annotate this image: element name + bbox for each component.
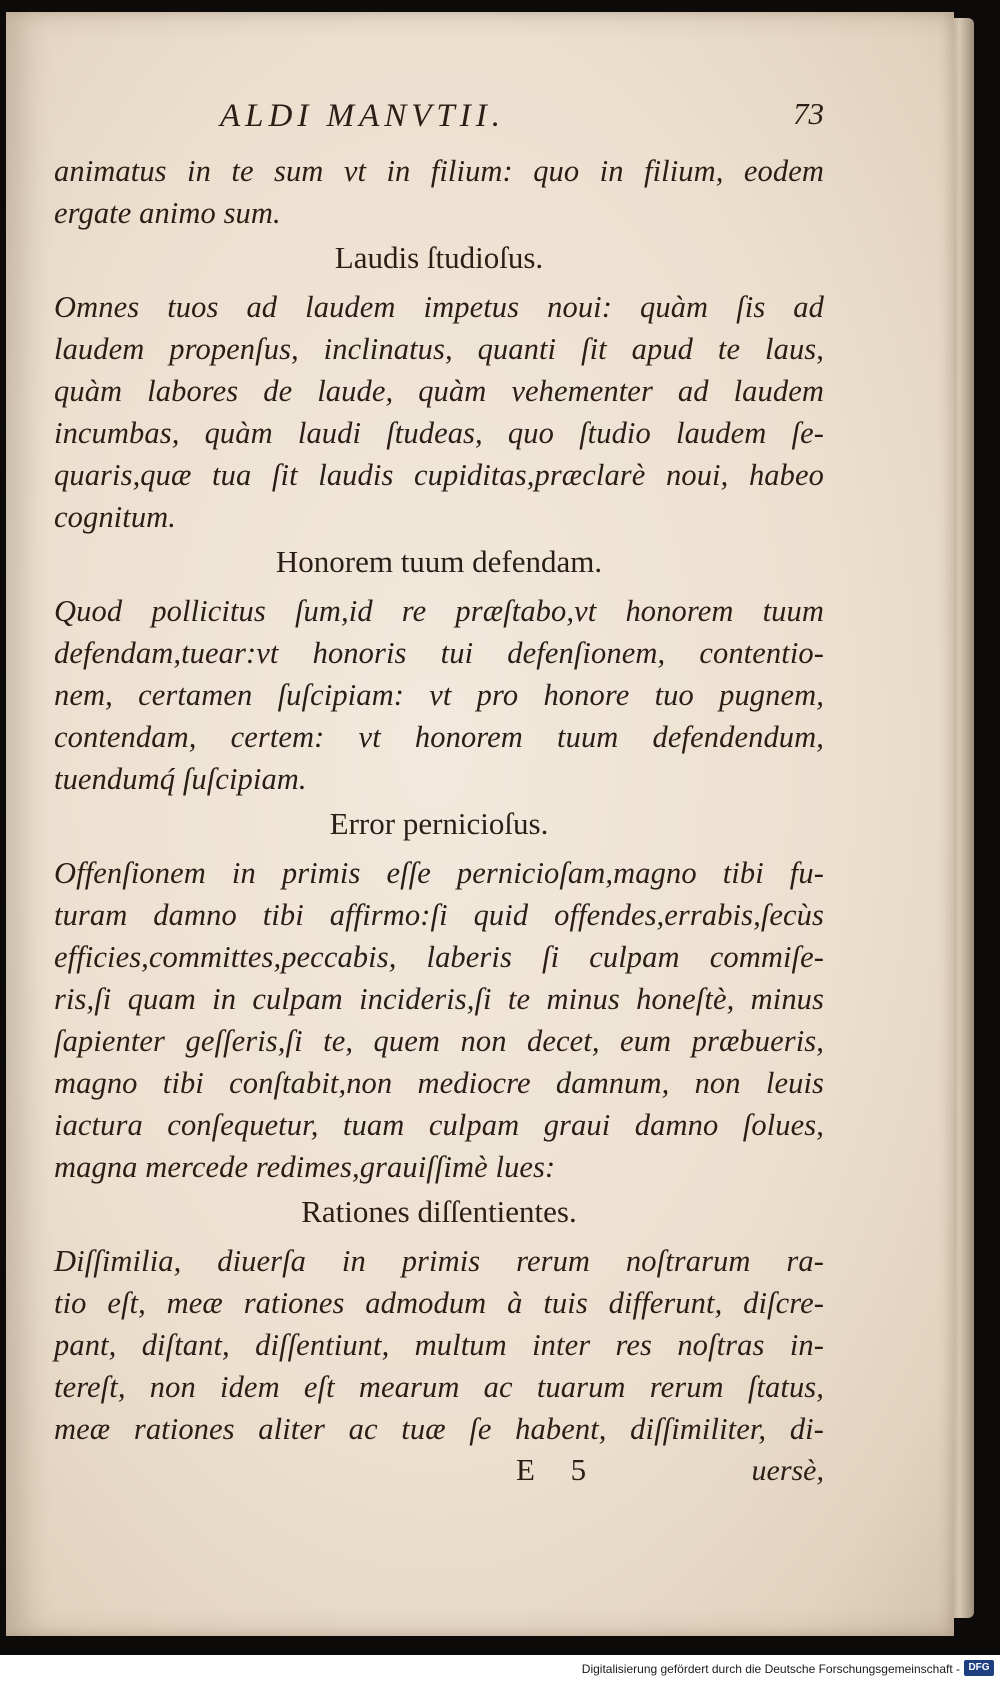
paragraph bbox=[54, 1240, 824, 1450]
text-line: quàm labores de laude, quàm vehementer ad laudem bbox=[54, 374, 824, 408]
paragraph bbox=[54, 852, 824, 1188]
footer-credit: Digitalisierung gefördert durch die Deutsche Forschungsgemeinschaft - bbox=[581, 1662, 960, 1676]
section-heading: Laudis ſtudioſus. bbox=[334, 240, 544, 275]
text-line: Omnes tuos ad laudem impetus noui: quàm ſis ad bbox=[54, 290, 824, 324]
text-line: meæ rationes aliter ac tuæ ſe habent, diſſimiliter, di- bbox=[54, 1412, 824, 1446]
text-line: ris,ſi quam in culpam incideris,ſi te minus honeſtè, minus bbox=[54, 982, 824, 1016]
text-line: contendam, certem: vt honorem tuum defendendum, bbox=[54, 720, 824, 754]
text-line: pant, diſtant, diſſentiunt, multum inter res noſtras in- bbox=[54, 1328, 824, 1362]
section-heading: Rationes diſſentientes. bbox=[301, 1194, 577, 1229]
catch-line bbox=[54, 1450, 824, 1496]
running-head-title: ALDI MANVTII. bbox=[220, 98, 505, 134]
paragraph bbox=[54, 286, 824, 538]
text-line: tereſt, non idem eſt mearum ac tuarum rerum ſtatus, bbox=[54, 1370, 824, 1404]
page-text-area bbox=[54, 94, 824, 1496]
page-number: 73 bbox=[793, 96, 824, 131]
running-head bbox=[54, 94, 824, 150]
text-line: Offenſionem in primis eſſe pernicioſam,magno tibi fu- bbox=[54, 856, 824, 890]
text-line: cognitum. bbox=[54, 500, 177, 534]
text-line: ſapienter geſſeris,ſi te, quem non decet, eum præbueris, bbox=[54, 1024, 824, 1058]
footer-bar bbox=[0, 1655, 1000, 1682]
paragraph bbox=[54, 590, 824, 800]
section-heading: Honorem tuum defendam. bbox=[275, 544, 603, 579]
catchword: uersè, bbox=[751, 1454, 824, 1487]
paragraph-continuation bbox=[54, 150, 824, 234]
text-line: quaris,quæ tua ſit laudis cupiditas,præclarè noui, habeo bbox=[54, 458, 824, 492]
text-line: laudem propenſus, inclinatus, quanti ſit apud te laus, bbox=[54, 332, 824, 366]
text-line: turam damno tibi affirmo:ſi quid offendes,errabis,ſecùs bbox=[54, 898, 824, 932]
section-heading: Error pernicioſus. bbox=[329, 806, 549, 841]
text-line: tuendumq́ ſuſcipiam. bbox=[54, 762, 307, 796]
text-line: nem, certamen ſuſcipiam: vt pro honore tuo pugnem, bbox=[54, 678, 824, 712]
text-line: tio eſt, meæ rationes admodum à tuis differunt, diſcre- bbox=[54, 1286, 824, 1320]
text-line: ergate animo sum. bbox=[54, 196, 281, 230]
text-line: Quod pollicitus ſum,id re præſtabo,vt honorem tuum bbox=[54, 594, 824, 628]
dfg-logo-icon: DFG bbox=[964, 1660, 994, 1676]
text-line: incumbas, quàm laudi ſtudeas, quo ſtudio laudem ſe- bbox=[54, 416, 824, 450]
text-line: magna mercede redimes,grauiſſimè lues: bbox=[54, 1150, 556, 1184]
signature-mark: E 5 bbox=[516, 1452, 601, 1487]
text-line: defendam,tuear:vt honoris tui defenſionem, contentio- bbox=[54, 636, 824, 670]
text-line: iactura conſequetur, tuam culpam graui damno ſolues, bbox=[54, 1108, 824, 1142]
text-line: efficies,committes,peccabis, laberis ſi culpam commiſe- bbox=[54, 940, 824, 974]
text-line: magno tibi conſtabit,non mediocre damnum, non leuis bbox=[54, 1066, 824, 1100]
book-page bbox=[6, 12, 954, 1636]
text-line: animatus in te sum vt in filium: quo in filium, eodem bbox=[54, 154, 824, 188]
text-line: Diſſimilia, diuerſa in primis rerum noſtrarum ra- bbox=[54, 1244, 824, 1278]
